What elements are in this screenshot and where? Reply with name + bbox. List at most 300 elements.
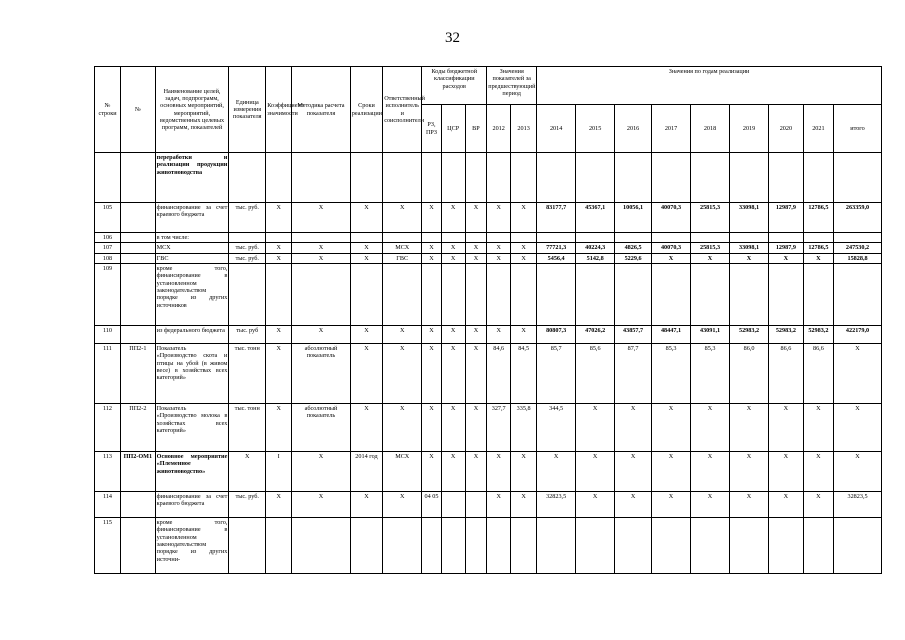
- value-cell: Х: [730, 451, 769, 491]
- terms-cell: Х: [350, 403, 383, 451]
- code-cell: [121, 243, 156, 253]
- value-cell: [769, 263, 804, 325]
- value-cell: Х: [487, 253, 511, 263]
- resp-cell: [383, 263, 422, 325]
- value-cell: 40070,3: [652, 203, 691, 233]
- value-cell: Х: [834, 451, 882, 491]
- resp-cell: МСХ: [383, 451, 422, 491]
- vr-cell: Х: [465, 243, 487, 253]
- terms-cell: Х: [350, 203, 383, 233]
- value-cell: [537, 153, 576, 203]
- value-cell: 85,3: [691, 343, 730, 403]
- value-cell: [652, 153, 691, 203]
- value-cell: Х: [730, 253, 769, 263]
- unit-cell: тыс. руб.: [229, 243, 266, 253]
- value-cell: 335,8: [511, 403, 537, 451]
- value-cell: Х: [769, 491, 804, 517]
- value-cell: 40070,3: [652, 243, 691, 253]
- name-cell: из федерального бюджета: [155, 325, 229, 343]
- method-cell: [292, 233, 351, 243]
- table-row: [95, 325, 882, 343]
- coef-cell: [266, 233, 292, 243]
- value-cell: Х: [487, 451, 511, 491]
- header-years-values: Значения по годам реализации: [537, 67, 882, 105]
- name-cell: Показатель «Производство скота и птицы на убой (в живом весе) в хозяйствах всех категорий»: [155, 343, 229, 403]
- name-cell: переработки и реализации продукции животноводства: [155, 153, 229, 203]
- unit-cell: тыс. руб.: [229, 253, 266, 263]
- row-number-cell: 114: [95, 491, 121, 517]
- header-year: 2015: [576, 105, 615, 153]
- value-cell: 12786,5: [803, 203, 833, 233]
- value-cell: 12987,9: [769, 203, 804, 233]
- table-row: [95, 403, 882, 451]
- value-cell: 43857,7: [615, 325, 652, 343]
- value-cell: 77721,3: [537, 243, 576, 253]
- row-number-cell: 106: [95, 233, 121, 243]
- value-cell: 84,6: [487, 343, 511, 403]
- rz-cell: Х: [422, 203, 442, 233]
- value-cell: 32823,5: [537, 491, 576, 517]
- value-cell: 85,7: [537, 343, 576, 403]
- table-row: [95, 203, 882, 233]
- value-cell: Х: [652, 403, 691, 451]
- method-cell: [292, 263, 351, 325]
- row-number-cell: 108: [95, 253, 121, 263]
- value-cell: Х: [576, 491, 615, 517]
- value-cell: [615, 263, 652, 325]
- value-cell: Х: [615, 451, 652, 491]
- header-budget-codes: Коды бюджетной классификации расходов: [422, 67, 487, 105]
- row-number-cell: 110: [95, 325, 121, 343]
- resp-cell: ГВС: [383, 253, 422, 263]
- name-cell: Показатель «Производство молока в хозяйствах всех категорий»: [155, 403, 229, 451]
- value-cell: [803, 517, 833, 573]
- header-rz: РЗ, ПРЗ: [422, 105, 442, 153]
- value-cell: Х: [487, 491, 511, 517]
- header-year: 2012: [487, 105, 511, 153]
- value-cell: Х: [652, 451, 691, 491]
- name-cell: кроме того, финансирование в установленном законодательством порядке из других источни-: [155, 517, 229, 573]
- value-cell: 84,5: [511, 343, 537, 403]
- value-cell: Х: [691, 491, 730, 517]
- value-cell: Х: [691, 403, 730, 451]
- value-cell: Х: [487, 203, 511, 233]
- header-year: 2018: [691, 105, 730, 153]
- resp-cell: МСХ: [383, 243, 422, 253]
- csr-cell: Х: [441, 451, 465, 491]
- vr-cell: [465, 517, 487, 573]
- vr-cell: Х: [465, 343, 487, 403]
- rz-cell: [422, 517, 442, 573]
- header-year: 2021: [803, 105, 833, 153]
- value-cell: Х: [769, 451, 804, 491]
- rz-cell: Х: [422, 243, 442, 253]
- value-cell: Х: [511, 253, 537, 263]
- value-cell: Х: [803, 491, 833, 517]
- value-cell: Х: [487, 243, 511, 253]
- row-number-cell: [95, 153, 121, 203]
- row-number-cell: 105: [95, 203, 121, 233]
- unit-cell: Х: [229, 451, 266, 491]
- value-cell: Х: [511, 243, 537, 253]
- header-name: Наименование целей, задач, подпрограмм, основных мероприятий, мероприятий, ведомственных целевых программ, показателей: [155, 67, 229, 153]
- row-number-cell: 113: [95, 451, 121, 491]
- header-vr: ВР: [465, 105, 487, 153]
- value-cell: [615, 517, 652, 573]
- rz-cell: Х: [422, 451, 442, 491]
- value-cell: 5456,4: [537, 253, 576, 263]
- value-cell: Х: [576, 451, 615, 491]
- value-cell: 83177,7: [537, 203, 576, 233]
- value-cell: Х: [652, 253, 691, 263]
- terms-cell: Х: [350, 491, 383, 517]
- rz-cell: [422, 153, 442, 203]
- table-row: [95, 253, 882, 263]
- value-cell: 85,3: [652, 343, 691, 403]
- method-cell: Х: [292, 203, 351, 233]
- coef-cell: I: [266, 451, 292, 491]
- header-year: 2017: [652, 105, 691, 153]
- code-cell: [121, 203, 156, 233]
- value-cell: Х: [730, 403, 769, 451]
- value-cell: 25815,3: [691, 243, 730, 253]
- method-cell: Х: [292, 253, 351, 263]
- csr-cell: Х: [441, 253, 465, 263]
- resp-cell: [383, 517, 422, 573]
- value-cell: Х: [803, 403, 833, 451]
- value-cell: 32823,5: [834, 491, 882, 517]
- value-cell: [652, 263, 691, 325]
- value-cell: 85,6: [576, 343, 615, 403]
- value-cell: 40224,3: [576, 243, 615, 253]
- coef-cell: Х: [266, 203, 292, 233]
- row-number-cell: 109: [95, 263, 121, 325]
- page-number: 32: [445, 30, 460, 46]
- unit-cell: [229, 517, 266, 573]
- method-cell: Х: [292, 451, 351, 491]
- value-cell: [691, 153, 730, 203]
- code-cell: [121, 325, 156, 343]
- header-coef: Коэффициент значимости: [266, 67, 292, 153]
- vr-cell: [465, 491, 487, 517]
- value-cell: Х: [769, 403, 804, 451]
- terms-cell: Х: [350, 253, 383, 263]
- value-cell: [730, 153, 769, 203]
- rz-cell: 04 05: [422, 491, 442, 517]
- header-year: 2016: [615, 105, 652, 153]
- unit-cell: тыс. тонн: [229, 403, 266, 451]
- value-cell: [511, 233, 537, 243]
- value-cell: [730, 517, 769, 573]
- method-cell: Х: [292, 243, 351, 253]
- terms-cell: Х: [350, 243, 383, 253]
- csr-cell: [441, 153, 465, 203]
- value-cell: 48447,1: [652, 325, 691, 343]
- terms-cell: 2014 год: [350, 451, 383, 491]
- value-cell: 86,6: [769, 343, 804, 403]
- header-unit: Единица измерения показателя: [229, 67, 266, 153]
- value-cell: 12786,5: [803, 243, 833, 253]
- program-table: [94, 66, 882, 574]
- vr-cell: Х: [465, 253, 487, 263]
- name-cell: Основное мероприятие «Племенное животноводство»: [155, 451, 229, 491]
- resp-cell: Х: [383, 491, 422, 517]
- terms-cell: [350, 263, 383, 325]
- value-cell: [511, 263, 537, 325]
- header-year: 2019: [730, 105, 769, 153]
- value-cell: [769, 517, 804, 573]
- value-cell: [487, 233, 511, 243]
- value-cell: Х: [834, 403, 882, 451]
- vr-cell: Х: [465, 451, 487, 491]
- value-cell: [769, 153, 804, 203]
- table-row: [95, 243, 882, 253]
- method-cell: Х: [292, 491, 351, 517]
- unit-cell: [229, 263, 266, 325]
- value-cell: 52983,2: [803, 325, 833, 343]
- resp-cell: [383, 233, 422, 243]
- value-cell: Х: [803, 451, 833, 491]
- value-cell: Х: [576, 403, 615, 451]
- value-cell: 86,6: [803, 343, 833, 403]
- value-cell: [803, 233, 833, 243]
- value-cell: Х: [691, 451, 730, 491]
- value-cell: [511, 153, 537, 203]
- unit-cell: тыс. тонн: [229, 343, 266, 403]
- value-cell: Х: [730, 491, 769, 517]
- csr-cell: Х: [441, 325, 465, 343]
- vr-cell: [465, 263, 487, 325]
- unit-cell: тыс. руб.: [229, 491, 266, 517]
- code-cell: ПП2-2: [121, 403, 156, 451]
- name-cell: ГВС: [155, 253, 229, 263]
- value-cell: [511, 517, 537, 573]
- value-cell: [834, 233, 882, 243]
- vr-cell: Х: [465, 403, 487, 451]
- terms-cell: Х: [350, 325, 383, 343]
- row-number-cell: 107: [95, 243, 121, 253]
- value-cell: 47026,2: [576, 325, 615, 343]
- value-cell: [730, 263, 769, 325]
- coef-cell: Х: [266, 403, 292, 451]
- method-cell: Х: [292, 325, 351, 343]
- coef-cell: Х: [266, 343, 292, 403]
- row-number-cell: 115: [95, 517, 121, 573]
- resp-cell: Х: [383, 203, 422, 233]
- unit-cell: [229, 153, 266, 203]
- code-cell: [121, 253, 156, 263]
- header-year-total: итого: [834, 105, 882, 153]
- coef-cell: Х: [266, 491, 292, 517]
- value-cell: Х: [615, 491, 652, 517]
- table-row: [95, 491, 882, 517]
- value-cell: [487, 263, 511, 325]
- value-cell: [615, 153, 652, 203]
- value-cell: [537, 517, 576, 573]
- value-cell: [691, 263, 730, 325]
- csr-cell: Х: [441, 343, 465, 403]
- value-cell: 327,7: [487, 403, 511, 451]
- resp-cell: Х: [383, 325, 422, 343]
- rz-cell: [422, 233, 442, 243]
- value-cell: Х: [834, 343, 882, 403]
- table-row: [95, 263, 882, 325]
- rz-cell: [422, 263, 442, 325]
- header-method: Методика расчета показателя: [292, 67, 351, 153]
- coef-cell: Х: [266, 325, 292, 343]
- vr-cell: [465, 153, 487, 203]
- value-cell: 422179,0: [834, 325, 882, 343]
- table-row: [95, 451, 882, 491]
- csr-cell: Х: [441, 243, 465, 253]
- value-cell: Х: [615, 403, 652, 451]
- value-cell: [730, 233, 769, 243]
- code-cell: [121, 263, 156, 325]
- code-cell: ПП2-1: [121, 343, 156, 403]
- rz-cell: Х: [422, 403, 442, 451]
- coef-cell: [266, 153, 292, 203]
- unit-cell: тыс. руб.: [229, 203, 266, 233]
- resp-cell: [383, 153, 422, 203]
- value-cell: 45367,1: [576, 203, 615, 233]
- value-cell: Х: [652, 491, 691, 517]
- value-cell: 86,0: [730, 343, 769, 403]
- coef-cell: [266, 263, 292, 325]
- csr-cell: Х: [441, 403, 465, 451]
- coef-cell: Х: [266, 253, 292, 263]
- rz-cell: Х: [422, 325, 442, 343]
- table-row: [95, 233, 882, 243]
- value-cell: Х: [511, 451, 537, 491]
- method-cell: [292, 153, 351, 203]
- value-cell: Х: [803, 253, 833, 263]
- value-cell: Х: [691, 253, 730, 263]
- header-prev-values: Значения показателей за предшествующий период: [487, 67, 537, 105]
- code-cell: [121, 491, 156, 517]
- coef-cell: Х: [266, 243, 292, 253]
- value-cell: 263359,0: [834, 203, 882, 233]
- value-cell: 33098,1: [730, 203, 769, 233]
- value-cell: 5142,8: [576, 253, 615, 263]
- value-cell: [487, 153, 511, 203]
- value-cell: 5229,6: [615, 253, 652, 263]
- value-cell: [834, 263, 882, 325]
- resp-cell: Х: [383, 343, 422, 403]
- value-cell: Х: [537, 451, 576, 491]
- value-cell: [576, 263, 615, 325]
- unit-cell: [229, 233, 266, 243]
- method-cell: абсолютный показатель: [292, 403, 351, 451]
- value-cell: 33098,1: [730, 243, 769, 253]
- value-cell: [691, 233, 730, 243]
- csr-cell: [441, 233, 465, 243]
- value-cell: [487, 517, 511, 573]
- row-number-cell: 112: [95, 403, 121, 451]
- value-cell: [803, 263, 833, 325]
- value-cell: 52983,2: [730, 325, 769, 343]
- header-csr: ЦСР: [441, 105, 465, 153]
- code-cell: [121, 153, 156, 203]
- csr-cell: [441, 491, 465, 517]
- value-cell: 4826,5: [615, 243, 652, 253]
- header-resp: Ответственный исполнитель и соисполнители: [383, 67, 422, 153]
- value-cell: Х: [769, 253, 804, 263]
- name-cell: финансирование за счет краевого бюджета: [155, 491, 229, 517]
- table-body: [95, 153, 882, 574]
- value-cell: 52983,2: [769, 325, 804, 343]
- rz-cell: Х: [422, 343, 442, 403]
- name-cell: в том числе:: [155, 233, 229, 243]
- value-cell: 87,7: [615, 343, 652, 403]
- name-cell: МСХ: [155, 243, 229, 253]
- csr-cell: [441, 263, 465, 325]
- value-cell: Х: [511, 203, 537, 233]
- header-row-no: № строки: [95, 67, 121, 153]
- unit-cell: тыс. руб: [229, 325, 266, 343]
- value-cell: Х: [511, 491, 537, 517]
- table-row: [95, 153, 882, 203]
- value-cell: [691, 517, 730, 573]
- value-cell: 247530,2: [834, 243, 882, 253]
- value-cell: [576, 517, 615, 573]
- value-cell: 10056,1: [615, 203, 652, 233]
- vr-cell: Х: [465, 203, 487, 233]
- value-cell: [652, 517, 691, 573]
- value-cell: [537, 263, 576, 325]
- value-cell: [537, 233, 576, 243]
- vr-cell: [465, 233, 487, 243]
- name-cell: финансирование за счет краевого бюджета: [155, 203, 229, 233]
- value-cell: [834, 153, 882, 203]
- header-year: 2013: [511, 105, 537, 153]
- value-cell: [576, 153, 615, 203]
- code-cell: [121, 233, 156, 243]
- terms-cell: [350, 233, 383, 243]
- value-cell: 15828,8: [834, 253, 882, 263]
- value-cell: Х: [511, 325, 537, 343]
- value-cell: 344,5: [537, 403, 576, 451]
- name-cell: кроме того, финансирование в установленном законодательством порядке из других источников: [155, 263, 229, 325]
- csr-cell: [441, 517, 465, 573]
- method-cell: абсолютный показатель: [292, 343, 351, 403]
- csr-cell: Х: [441, 203, 465, 233]
- value-cell: [803, 153, 833, 203]
- value-cell: 25815,3: [691, 203, 730, 233]
- value-cell: [576, 233, 615, 243]
- rz-cell: Х: [422, 253, 442, 263]
- value-cell: 12987,9: [769, 243, 804, 253]
- value-cell: 80807,3: [537, 325, 576, 343]
- resp-cell: Х: [383, 403, 422, 451]
- vr-cell: Х: [465, 325, 487, 343]
- value-cell: [834, 517, 882, 573]
- header-no: №: [121, 67, 156, 153]
- value-cell: [652, 233, 691, 243]
- code-cell: [121, 517, 156, 573]
- value-cell: Х: [487, 325, 511, 343]
- header-year: 2020: [769, 105, 804, 153]
- row-number-cell: 111: [95, 343, 121, 403]
- coef-cell: [266, 517, 292, 573]
- terms-cell: Х: [350, 343, 383, 403]
- table-row: [95, 343, 882, 403]
- value-cell: [769, 233, 804, 243]
- table-row: [95, 517, 882, 573]
- code-cell: ПП2-ОМ1: [121, 451, 156, 491]
- terms-cell: [350, 153, 383, 203]
- header-terms: Сроки реализации: [350, 67, 383, 153]
- value-cell: [615, 233, 652, 243]
